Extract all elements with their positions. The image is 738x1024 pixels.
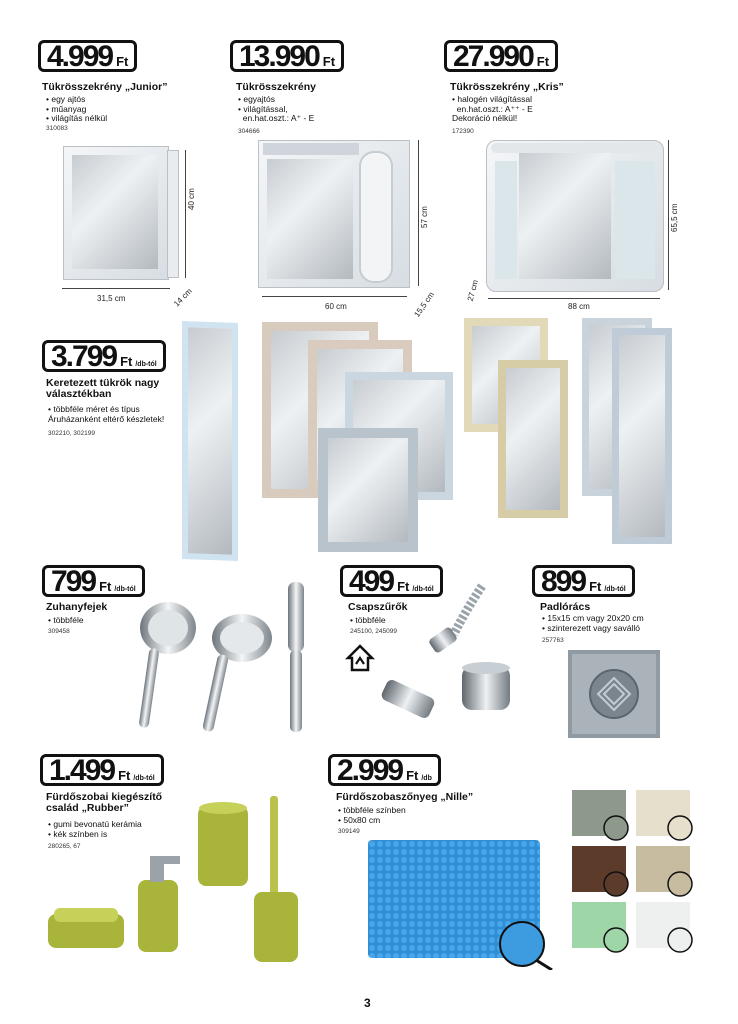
mirror-gold-2: [498, 360, 568, 518]
product-title-drain: Padlórács: [540, 601, 591, 613]
dimension-height: 57 cm: [420, 206, 429, 228]
product-bullets-drain: [542, 614, 644, 633]
junior-cabinet-side: [167, 150, 179, 278]
price-value: 499: [349, 565, 394, 598]
price-tag-junior: [38, 40, 137, 72]
bullet: en.hat.oszt.: A⁺ - E: [238, 113, 315, 123]
product-code: 245100, 245099: [350, 628, 397, 635]
product-title-kris: Tükrösszekrény „Kris”: [450, 81, 564, 93]
page-number: 3: [364, 996, 371, 1010]
price-value: 1.499: [49, 754, 115, 787]
bullet: • műanyag: [46, 103, 87, 114]
dimension-width: 60 cm: [325, 302, 347, 311]
tumbler: [198, 806, 248, 886]
bullet: • többféle: [350, 615, 386, 625]
price-tag-mat: [328, 754, 441, 786]
tap-filters-image: [370, 580, 520, 730]
shower-heads-image: [130, 578, 330, 738]
light-bar: [491, 143, 657, 153]
product-code: 172390: [452, 128, 474, 135]
bullet: Áruházanként eltérő készletek!: [48, 413, 165, 424]
price-currency: Ft: [536, 54, 550, 69]
mirror-grey-2: [612, 328, 672, 544]
price-tag-plain: [230, 40, 344, 72]
bullet: • szinterezett vagy saválló: [542, 622, 640, 633]
soap-dispenser: [138, 880, 178, 952]
price-value: 27.990: [453, 40, 533, 73]
shower-head-3: [288, 582, 304, 652]
price-tag-rubber: [40, 754, 164, 786]
mirror-door: [72, 155, 158, 269]
product-title-mirrors: Keretezett tükrök nagy választékban: [46, 377, 160, 400]
mirror-silver-2: [318, 428, 418, 552]
price-unit: /db-tól: [412, 586, 434, 593]
dimension-width: 31,5 cm: [97, 294, 126, 303]
price-unit: /db-tól: [135, 361, 157, 368]
flexible-aerator: [454, 586, 482, 634]
toilet-brush-holder: [254, 892, 298, 962]
price-currency: Ft: [589, 579, 602, 594]
product-bullets-mat: [338, 806, 406, 825]
bullet: • többféle: [48, 615, 84, 625]
bullet: Dekoráció nélkül!: [452, 113, 518, 123]
dimension-depth: 14 cm: [172, 286, 194, 309]
price-value: 3.799: [51, 340, 117, 373]
bullet: • kék színben is: [48, 828, 108, 839]
price-unit: /db-tól: [133, 775, 155, 782]
price-value: 13.990: [239, 40, 319, 73]
price-value: 899: [541, 565, 586, 598]
bullet: • 50x80 cm: [338, 814, 381, 825]
mirror-door: [519, 153, 611, 279]
price-value: 4.999: [47, 40, 113, 73]
left-shelves: [495, 161, 517, 279]
price-unit: /db: [421, 775, 432, 782]
shower-handle-2: [202, 654, 229, 733]
toilet-brush-stem: [270, 796, 278, 896]
rubber-set-image: [42, 796, 312, 968]
price-currency: Ft: [406, 768, 419, 783]
product-code: 257763: [542, 637, 564, 644]
dimension-depth: 15,5 cm: [412, 290, 437, 319]
kris-cabinet-image: [486, 140, 664, 292]
product-title-shower: Zuhanyfejek: [46, 601, 108, 613]
bullet: • többféle méret és típus: [48, 404, 140, 414]
price-value: 2.999: [337, 754, 403, 787]
product-bullets-plain: [238, 95, 314, 124]
junior-cabinet-image: [63, 146, 169, 280]
bullet: • többféle színben: [338, 805, 406, 815]
price-currency: Ft: [118, 768, 131, 783]
product-code: 302210, 302199: [48, 430, 95, 437]
shower-handle-1: [138, 648, 159, 729]
dimension-height: 40 cm: [187, 188, 196, 210]
bullet: • gumi bevonatú kerámia: [48, 819, 142, 829]
mat-color-swatches: [572, 788, 696, 958]
product-code: 304666: [238, 128, 260, 135]
dimension-width: 88 cm: [568, 302, 590, 311]
standing-mirror: [182, 321, 238, 561]
product-code: 280265, 67: [48, 843, 81, 850]
bath-mat-image: [368, 840, 554, 970]
product-title-rubber: Fürdőszobai kiegészítő család „Rubber”: [46, 791, 163, 814]
mirror-door: [267, 159, 353, 279]
right-shelves: [615, 161, 655, 279]
price-currency: Ft: [397, 579, 410, 594]
bullet: en.hat.oszt.: A⁺⁺ - E: [452, 103, 533, 114]
product-bullets-shower: [48, 616, 84, 626]
price-currency: Ft: [116, 54, 129, 69]
bullet: • világítás nélkül: [46, 113, 108, 123]
bullet: • egy ajtós: [46, 94, 86, 104]
price-value: 799: [51, 565, 96, 598]
product-title-mat: Fürdőszobaszőnyeg „Nille”: [336, 791, 474, 803]
price-currency: Ft: [322, 54, 336, 69]
bullet: • halogén világítással: [452, 94, 532, 104]
product-bullets-mirrors: [48, 405, 164, 424]
price-unit: /db-tól: [114, 586, 136, 593]
tap-aerator-1: [380, 678, 436, 720]
shelf-panel: [359, 151, 393, 283]
price-currency: Ft: [99, 579, 112, 594]
plain-cabinet-image: [258, 140, 410, 288]
price-tag-mirrors: [42, 340, 166, 372]
product-code: 309458: [48, 628, 70, 635]
bullet: • világítással,: [238, 103, 288, 114]
product-bullets-junior: [46, 95, 107, 124]
price-currency: Ft: [120, 354, 133, 369]
price-tag-kris: [444, 40, 558, 72]
product-title-plain: Tükrösszekrény: [236, 81, 316, 93]
bullet: • 15x15 cm vagy 20x20 cm: [542, 613, 644, 623]
product-title-tap: Csapszűrők: [348, 601, 408, 613]
product-code: 309149: [338, 828, 360, 835]
price-unit: /db-tól: [604, 586, 626, 593]
product-code: 310083: [46, 125, 68, 132]
light-bar: [263, 143, 359, 155]
product-bullets-kris: [452, 95, 533, 124]
dimension-height: 65,5 cm: [670, 203, 679, 232]
bullet: • egyajtós: [238, 94, 275, 104]
dimension-depth: 27 cm: [465, 278, 481, 303]
shower-handle-3: [290, 650, 302, 732]
product-title-junior: Tükrösszekrény „Junior”: [42, 81, 168, 93]
floor-drain-image: [568, 650, 660, 738]
price-tag-drain: [532, 565, 635, 597]
